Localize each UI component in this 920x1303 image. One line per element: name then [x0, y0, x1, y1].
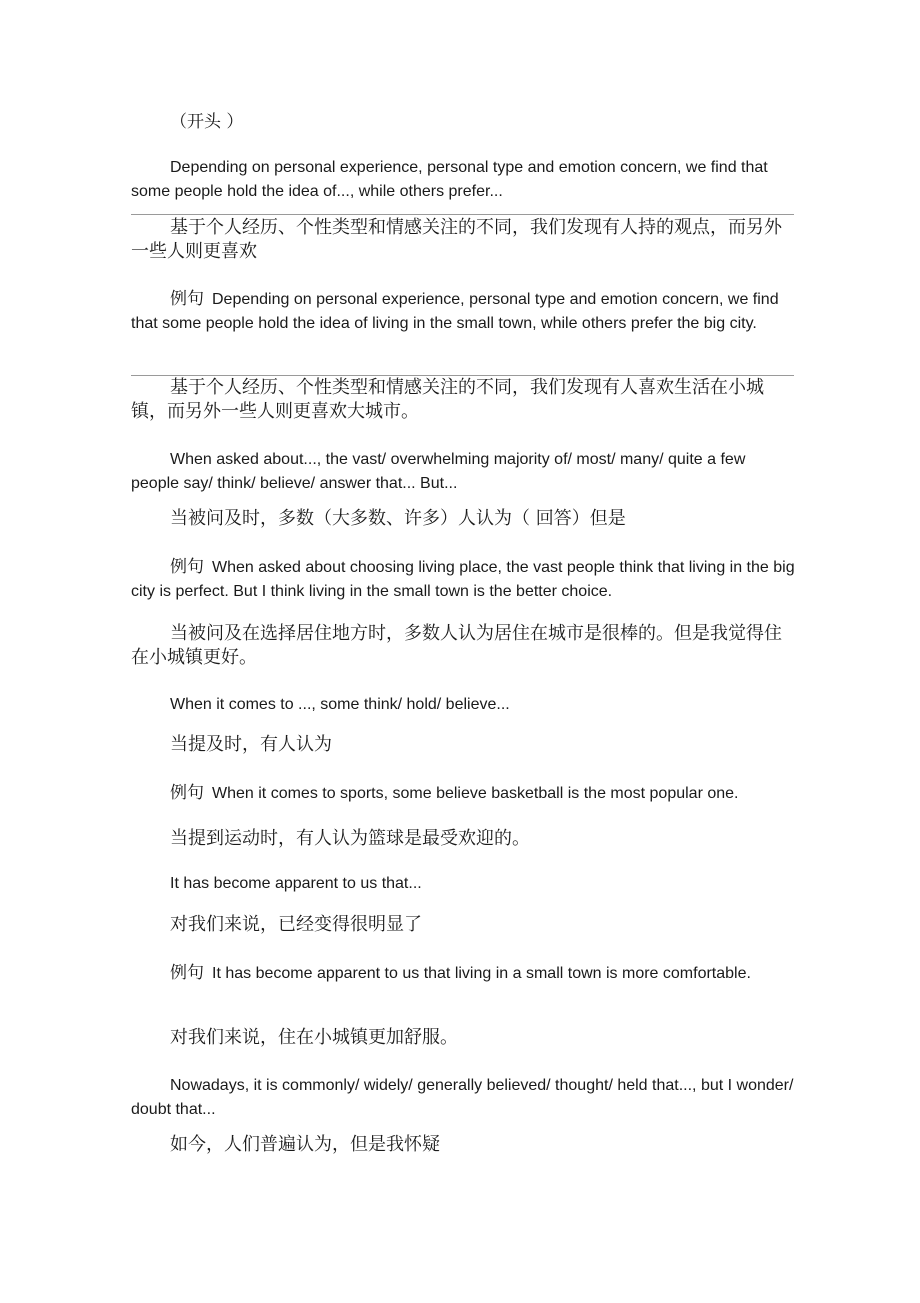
example-sentence	[131, 961, 796, 986]
pattern-text: When it comes to ..., some think/ hold/ believe...	[170, 696, 510, 713]
example-tag: 例句	[170, 783, 204, 803]
pattern-translation: 对我们来说，已经变得很明显了	[170, 914, 422, 935]
example-sentence	[131, 287, 796, 336]
example-tag: 例句	[170, 557, 204, 577]
section-heading: （开头 ）	[170, 112, 244, 132]
example-translation: 当被问及在选择居住地方时，多数人认为居住在城市是很棒的。但是我觉得住在小城镇更好。	[131, 623, 782, 668]
example-text: When asked about choosing living place, the vast people think that living in the big city is perfect. But I think living in the small town is the better choice.	[131, 559, 795, 600]
pattern-translation: 当被问及时，多数（大多数、许多）人认为（ 回答）但是	[170, 508, 626, 529]
pattern-text: Nowadays, it is commonly/ widely/ generally believed/ thought/ held that..., but I wonder/ doubt that...	[131, 1077, 794, 1118]
pattern-text: It has become apparent to us that...	[170, 875, 422, 892]
pattern-translation: 基于个人经历、个性类型和情感关注的不同，我们发现有人持的观点，而另外一些人则更喜欢	[131, 217, 782, 262]
example-text: Depending on personal experience, personal type and emotion concern, we find that some people hold the idea of living in the small town, while others prefer the big city.	[131, 291, 779, 332]
pattern-translation: 当提及时，有人认为	[170, 734, 332, 755]
example-translation: 基于个人经历、个性类型和情感关注的不同，我们发现有人喜欢生活在小城镇，而另外一些人则更喜欢大城市。	[131, 377, 764, 422]
pattern-text: When asked about..., the vast/ overwhelming majority of/ most/ many/ quite a few people say/ think/ believe/ answer that... But...	[131, 451, 746, 492]
pattern-translation: 如今，人们普遍认为，但是我怀疑	[170, 1134, 440, 1155]
example-tag: 例句	[170, 289, 204, 309]
example-sentence	[131, 781, 796, 806]
example-text: When it comes to sports, some believe basketball is the most popular one.	[212, 785, 739, 802]
divider	[131, 214, 794, 215]
example-translation: 当提到运动时，有人认为篮球是最受欢迎的。	[170, 828, 530, 849]
example-tag: 例句	[170, 963, 204, 983]
example-sentence	[131, 555, 796, 604]
example-translation: 对我们来说，住在小城镇更加舒服。	[170, 1027, 458, 1048]
pattern-text: Depending on personal experience, personal type and emotion concern, we find that some people hold the idea of..., while others prefer...	[131, 159, 768, 200]
example-text: It has become apparent to us that living in a small town is more comfortable.	[212, 965, 751, 982]
